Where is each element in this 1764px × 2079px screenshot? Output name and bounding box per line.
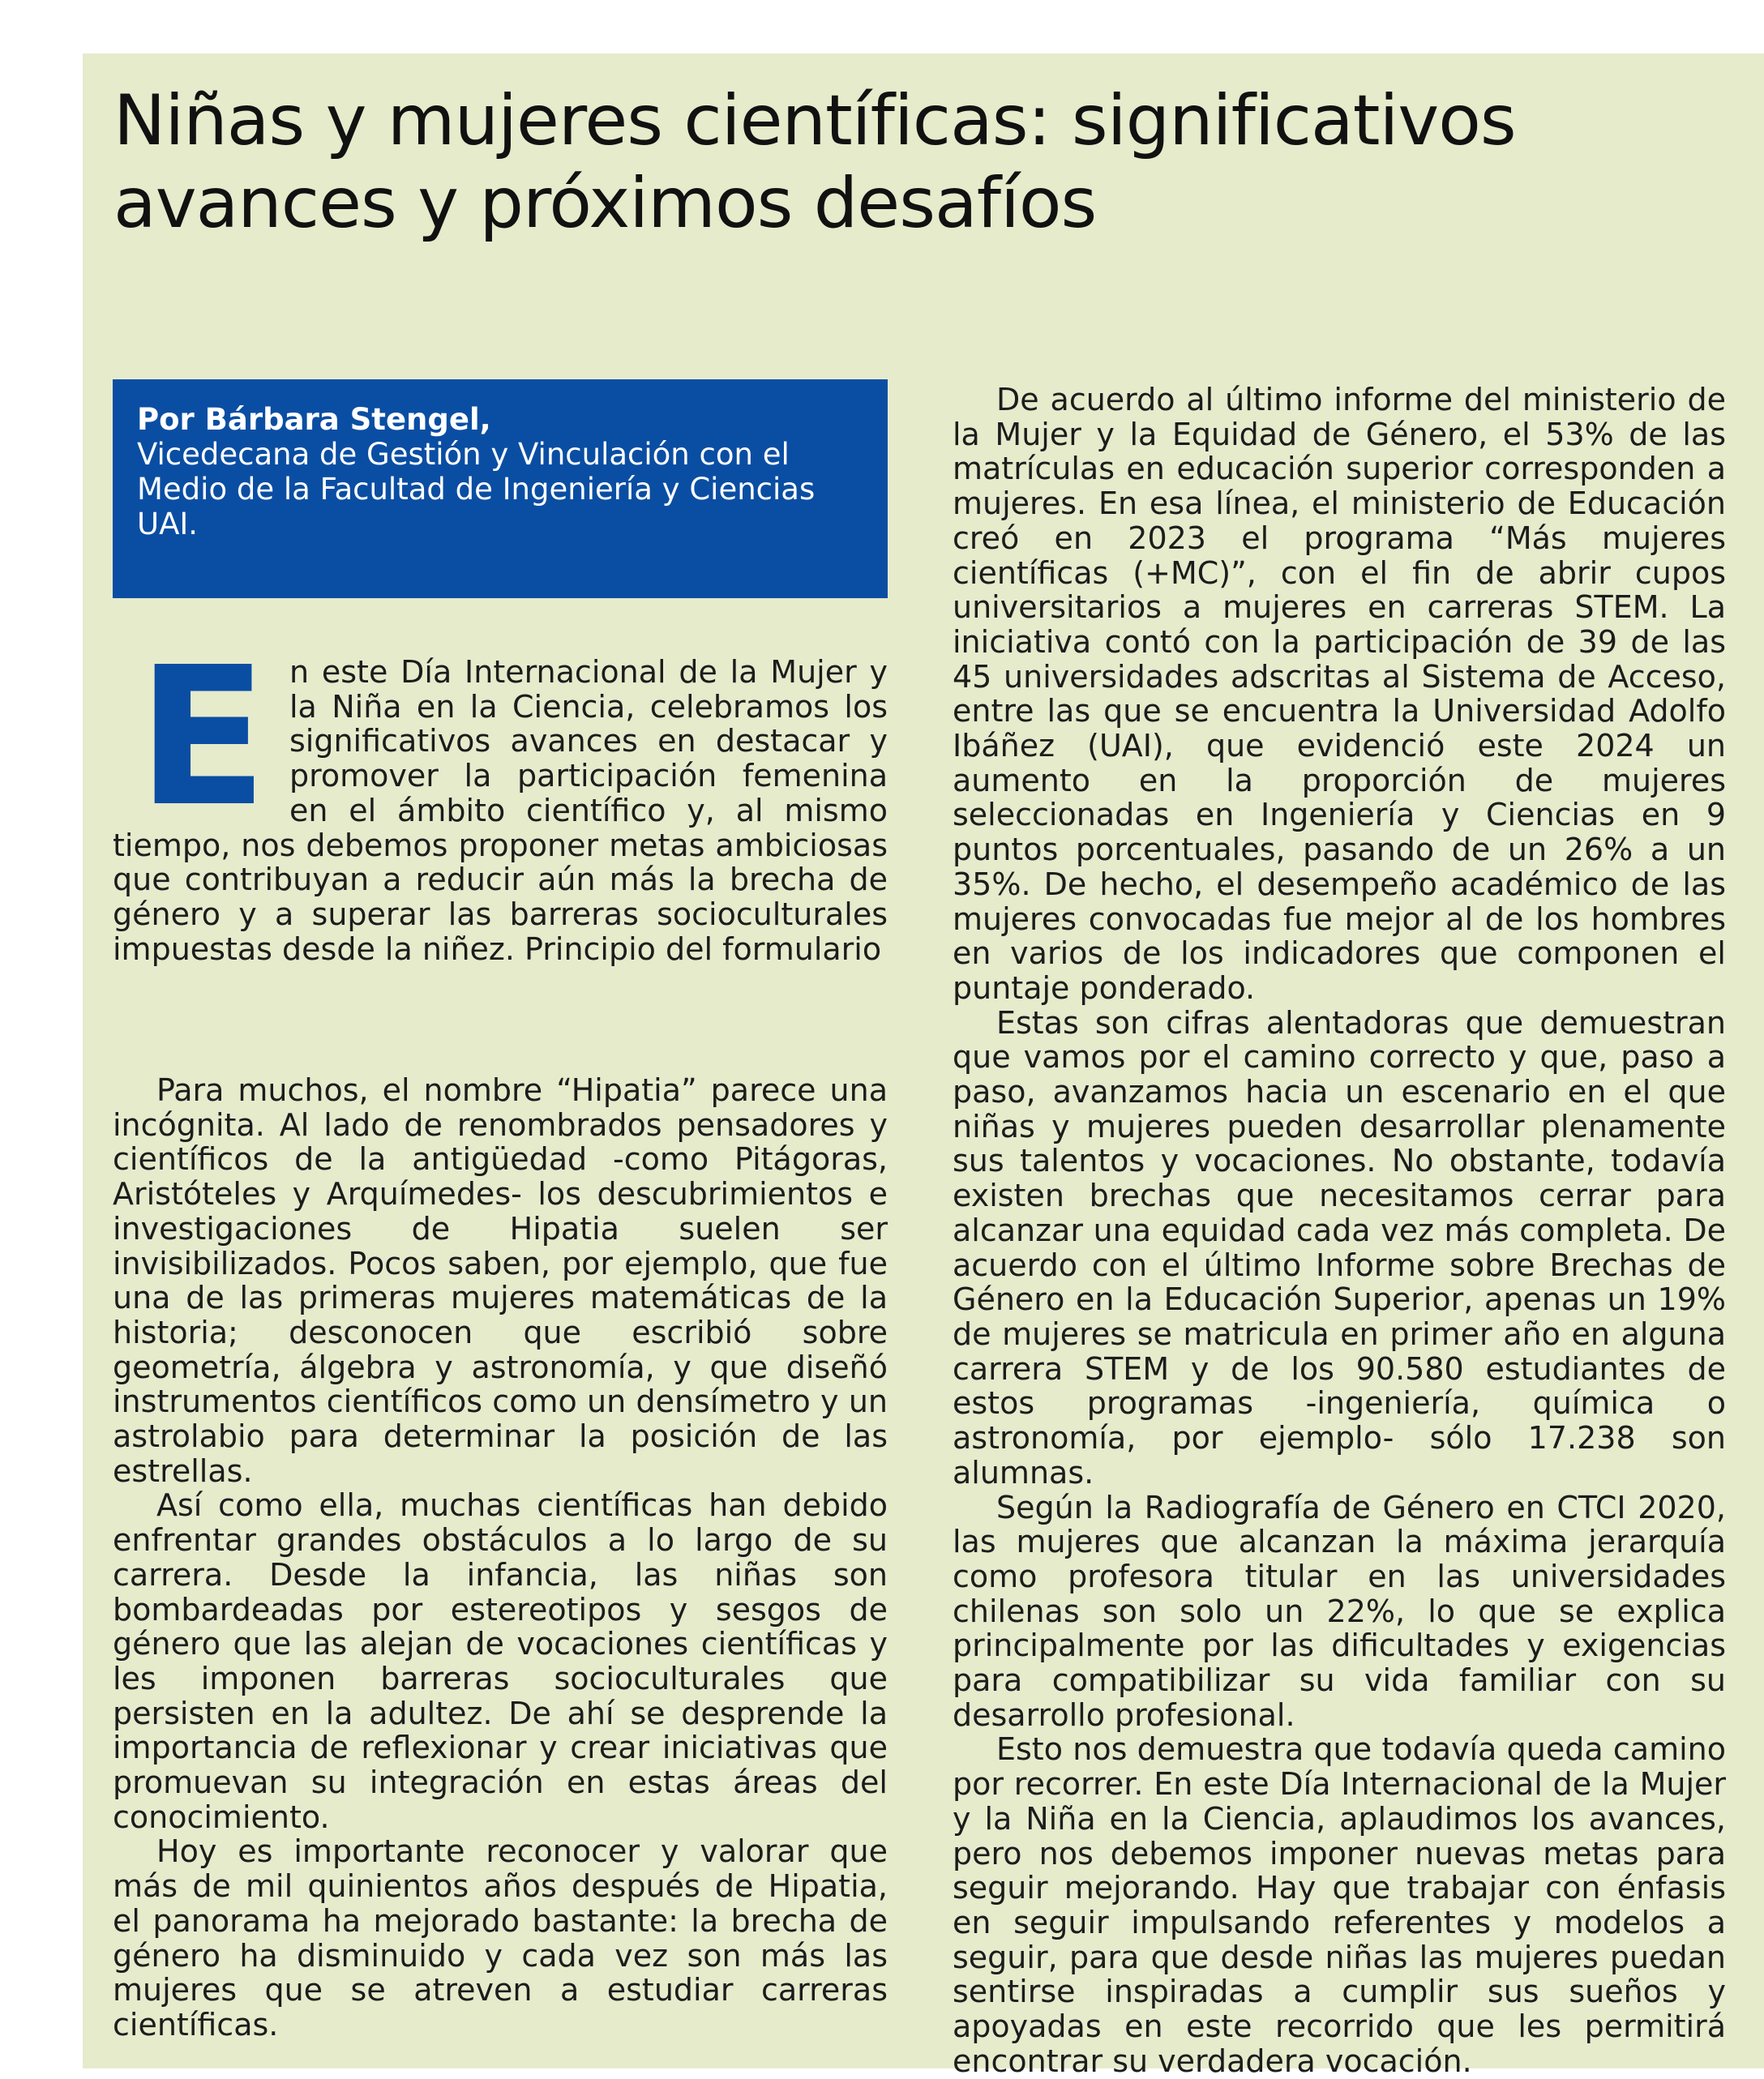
drop-cap: E [137,626,268,849]
author-role: Vicedecana de Gestión y Vinculación con el Medio de la Facultad de Ingeniería y Ciencias UAI. [137,437,816,541]
author-name: Por Bárbara Stengel, [137,402,491,437]
body-paragraph: De acuerdo al último informe del ministerio de la Mujer y la Equidad de Género, el 53% de las matrículas en educación superior corresponden a mujeres. En esa línea, el ministerio de Educación creó en 2023 el programa “Más mujeres científicas (+MC)”, con el fin de abrir cupos universitarios a mujeres en carreras STEM. La iniciativa contó con la participación de 39 de las 45 universidades adscritas al Sistema de Acceso, entre las que se encuentra la Universidad Adolfo Ibáñez (UAI), que evidenció este 2024 un aumento en la proporción de mujeres seleccionadas en Ingeniería y Ciencias en 9 puntos porcentuales, pasando de un 26% a un 35%. De hecho, el desempeño académico de las mujeres convocadas fue mejor al de los hombres en varios de los indicadores que componen el puntaje ponderado. [953,382,1726,1006]
intro-paragraph-block [113,626,888,967]
author-box [113,379,888,598]
article-title: Niñas y mujeres científicas: significativos avances y próximos desafíos [113,80,1516,244]
body-paragraph: Estas son cifras alentadoras que demuestran que vamos por el camino correcto y que, paso a paso, avanzamos hacia un escenario en el que niñas y mujeres pueden desarrollar plenamente sus talentos y vocaciones. No obstante, todavía existen brechas que necesitamos cerrar para alcanzar una equidad cada vez más completa. De acuerdo con el último Informe sobre Brechas de Género en la Educación Superior, apenas un 19% de mujeres se matricula en primer año en alguna carrera STEM y de los 90.580 estudiantes de estos programas -ingeniería, química o astronomía, por ejemplo- sólo 17.238 son alumnas. [953,1004,1726,1491]
body-paragraph: Según la Radiografía de Género en CTCI 2020, las mujeres que alcanzan la máxima jerarquía como profesora titular en las universidades chilenas son solo un 22%, lo que se explica principalmente por las dificultades y exigencias para compatibilizar su vida familiar con su desarrollo profesional. [953,1489,1726,1733]
intro-paragraph: n este Día Internacional de la Mujer y la Niña en la Ciencia, celebramos los significativos avances en destacar y promover la participación femenina en el ámbito científico y, al mismo tiempo, nos debemos proponer metas ambiciosas que contribuyan a reducir aún más la brecha de género y a superar las barreras socioculturales impuestas desde la niñez. Principio del formulario [113,654,888,967]
right-column [953,383,1726,2078]
left-column [113,1073,888,2043]
body-paragraph: Para muchos, el nombre “Hipatia” parece una incógnita. Al lado de renombrados pensadores y científicos de la antigüedad -como Pitágoras, Aristóteles y Arquímedes- los descubrimientos e investigaciones de Hipatia suelen ser invisibilizados. Pocos saben, por ejemplo, que fue una de las primeras mujeres matemáticas de la historia; desconocen que escribió sobre geometría, álgebra y astronomía, y que diseñó instrumentos científicos como un densímetro y un astrolabio para determinar la posición de las estrellas. [113,1072,888,1489]
body-paragraph: Hoy es importante reconocer y valorar que más de mil quinientos años después de Hipatia, el panorama ha mejorado bastante: la brecha de género ha disminuido y cada vez son más las mujeres que se atreven a estudiar carreras científicas. [113,1833,888,2043]
body-paragraph: Así como ella, muchas científicas han debido enfrentar grandes obstáculos a lo largo de su carrera. Desde la infancia, las niñas son bombardeadas por estereotipos y sesgos de género que las alejan de vocaciones científicas y les imponen barreras socioculturales que persisten en la adultez. De ahí se desprende la importancia de reflexionar y crear iniciativas que promuevan su integración en estas áreas del conocimiento. [113,1487,888,1835]
body-paragraph: Esto nos demuestra que todavía queda camino por recorrer. En este Día Internacional de la Mujer y la Niña en la Ciencia, aplaudimos los avances, pero nos debemos imponer nuevas metas para seguir mejorando. Hay que trabajar con énfasis en seguir impulsando referentes y modelos a seguir, para que desde niñas las mujeres puedan sentirse inspiradas a cumplir sus sueños y apoyadas en este recorrido que les permitirá encontrar su verdadera vocación. [953,1731,1726,2079]
